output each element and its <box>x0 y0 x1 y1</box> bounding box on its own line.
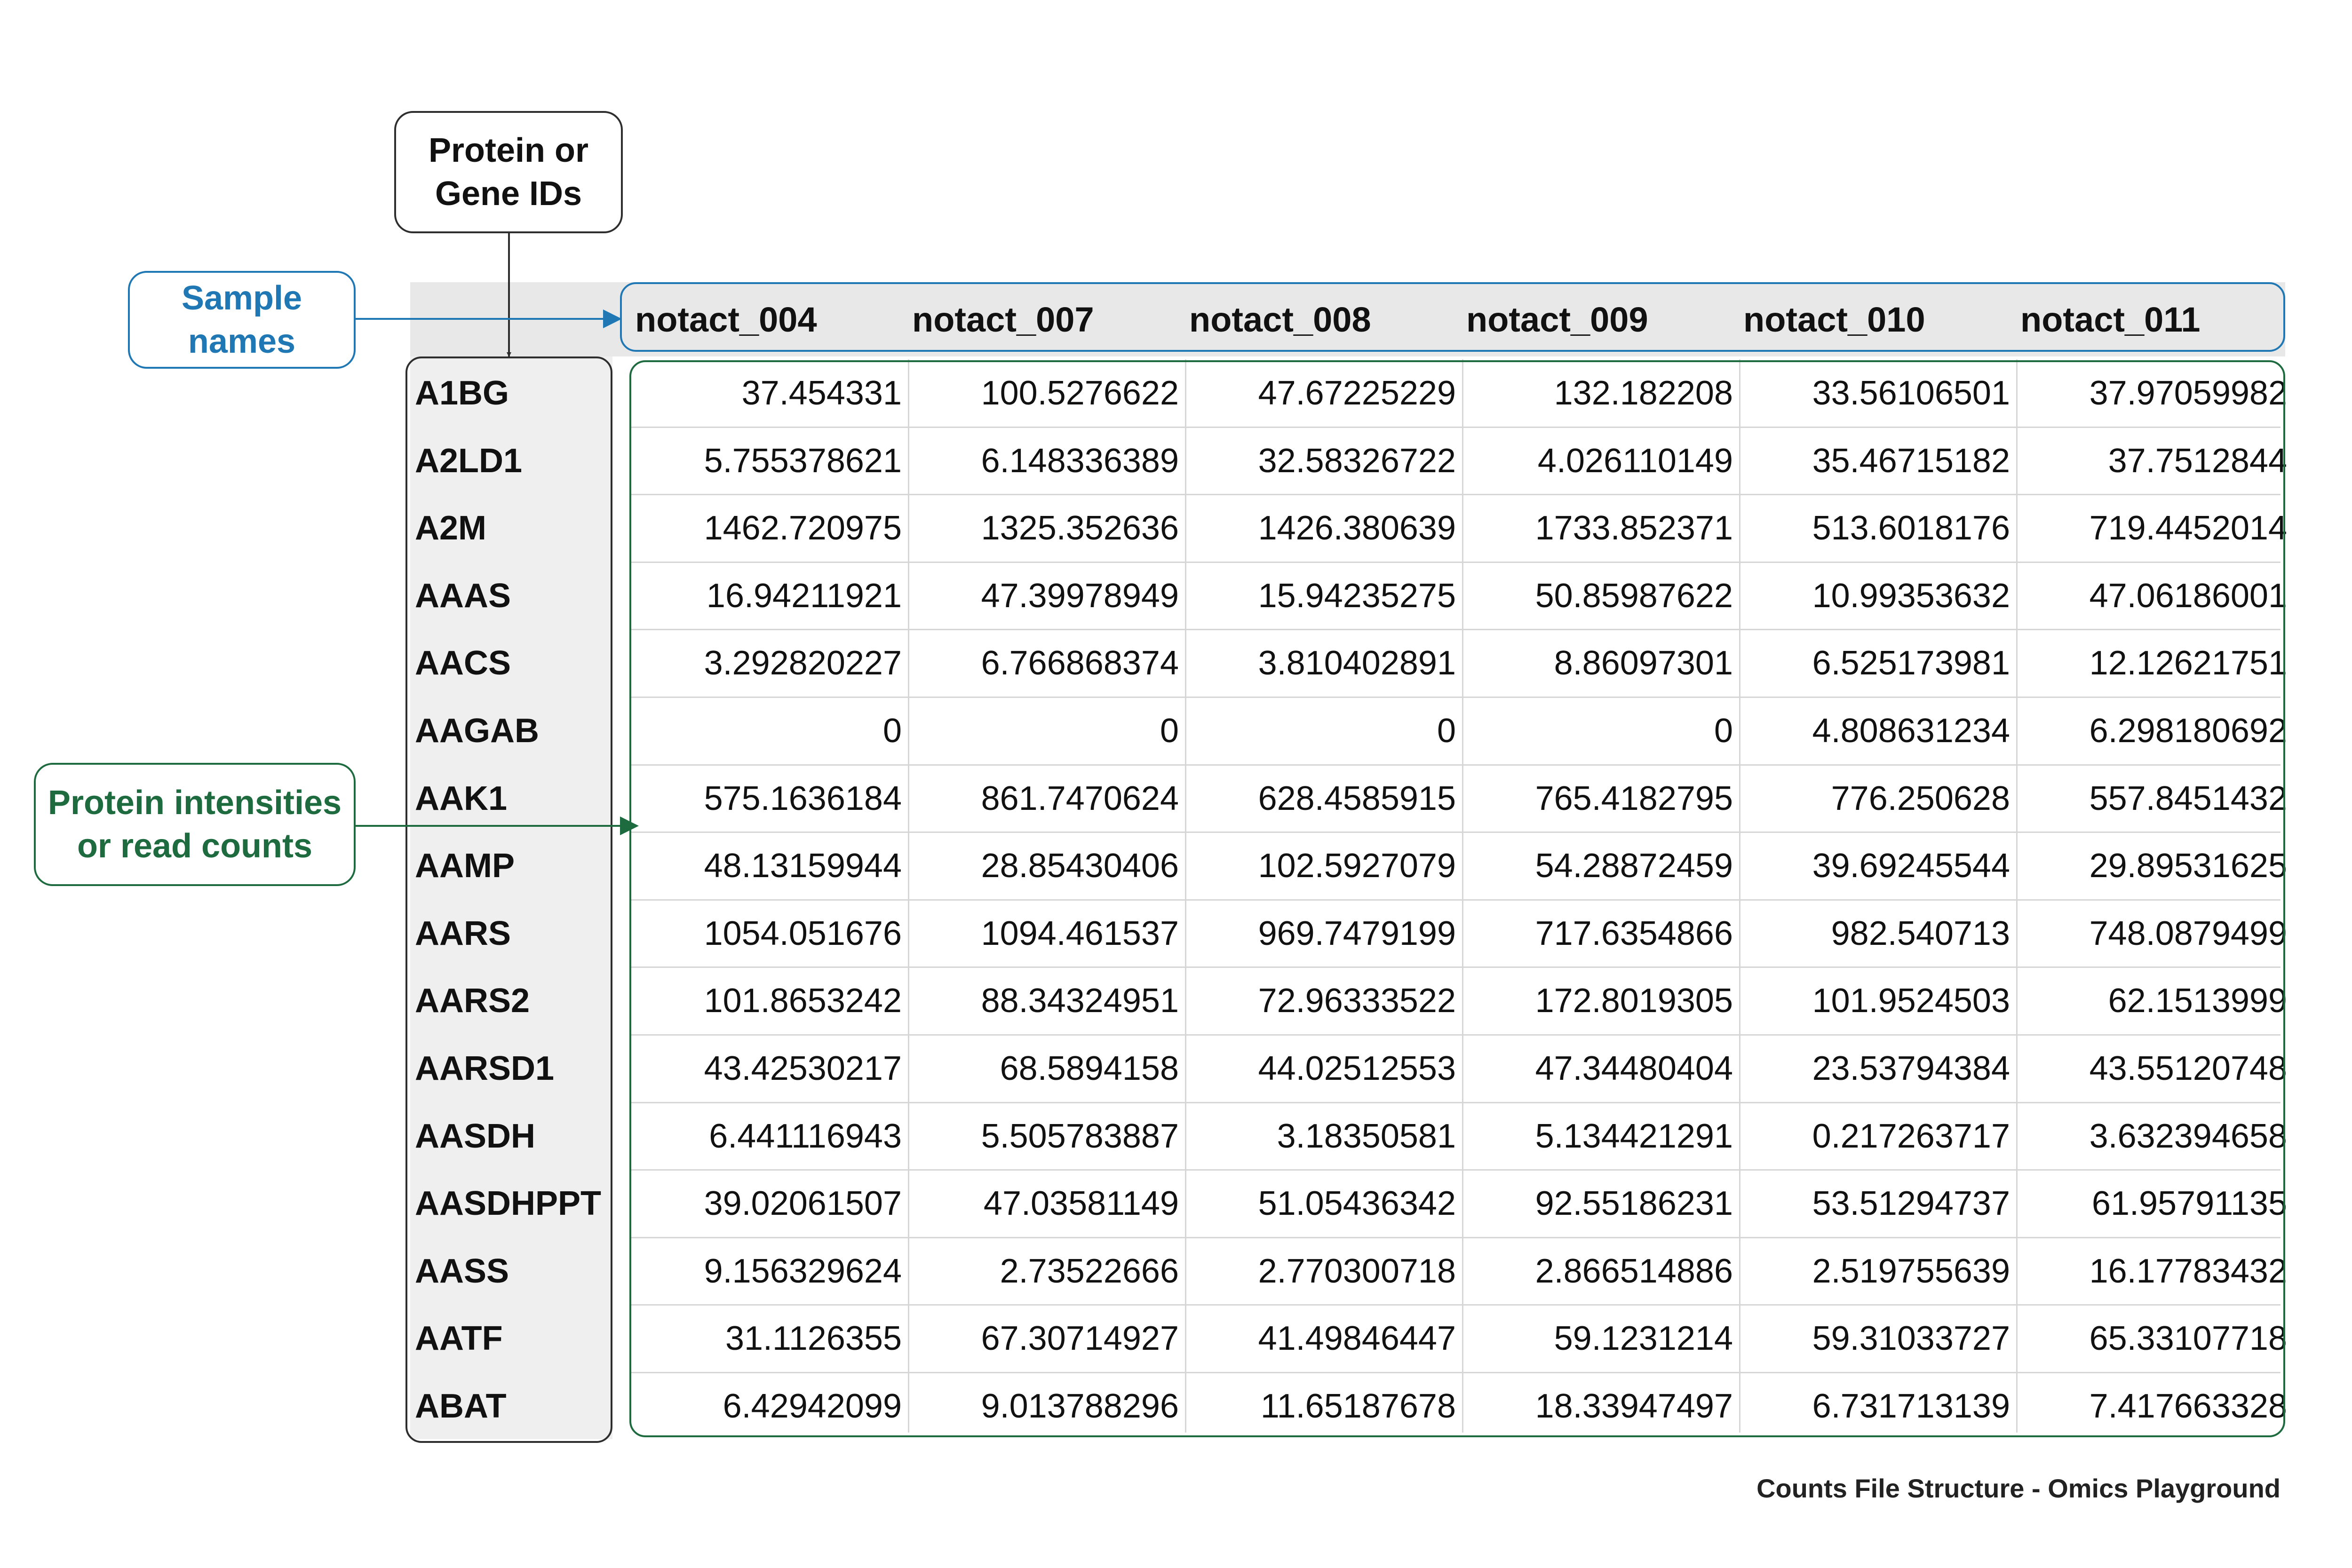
table-cell: 2.519755639 <box>1812 1252 2010 1290</box>
row-id: AAK1 <box>415 779 508 817</box>
table-cell: 72.96333522 <box>1258 982 1456 1020</box>
table-cell: 61.95791135 <box>2091 1185 2287 1223</box>
table-cell: 0 <box>1160 712 1179 750</box>
table-cell: 53.51294737 <box>1812 1185 2010 1223</box>
table-cell: 29.89531625 <box>2089 847 2287 885</box>
table-cell: 41.49846447 <box>1258 1320 1456 1358</box>
table-cell: 43.55120748 <box>2089 1050 2287 1087</box>
table-cell: 0 <box>1714 712 1733 750</box>
table-cell: 1325.352636 <box>981 509 1179 547</box>
table-cell: 0 <box>1437 712 1456 750</box>
table-cell: 5.134421291 <box>1535 1117 1733 1155</box>
row-id: AATF <box>415 1320 503 1358</box>
table-cell: 3.632394658 <box>2089 1117 2287 1155</box>
table-cell: 4.808631234 <box>1812 712 2010 750</box>
table-cell: 39.02061507 <box>704 1185 902 1223</box>
ids-callout-line2: Gene IDs <box>435 175 582 213</box>
row-id: A2M <box>415 509 487 547</box>
table-cell: 62.1513999 <box>2108 982 2287 1020</box>
table-cell: 37.97059982 <box>2089 374 2287 412</box>
table-cell: 44.02512553 <box>1258 1050 1456 1087</box>
table-cell: 47.34480404 <box>1535 1050 1733 1087</box>
row-id: A2LD1 <box>415 442 523 480</box>
table-cell: 5.755378621 <box>704 442 902 480</box>
row-id: AARSD1 <box>415 1050 555 1087</box>
table-cell: 513.6018176 <box>1812 509 2010 547</box>
table-cell: 2.73522666 <box>1000 1252 1179 1290</box>
table-cell: 1733.852371 <box>1535 509 1733 547</box>
table-cell: 68.5894158 <box>1000 1050 1179 1087</box>
table-cell: 557.8451432 <box>2089 779 2287 817</box>
table-cell: 67.30714927 <box>981 1320 1179 1358</box>
table-cell: 54.28872459 <box>1535 847 1733 885</box>
table-cell: 628.4585915 <box>1258 779 1456 817</box>
table-cell: 16.94211921 <box>706 577 902 615</box>
column-header: notact_008 <box>1189 300 1371 339</box>
table-cell: 9.156329624 <box>704 1252 902 1290</box>
table-cell: 18.33947497 <box>1535 1387 1733 1425</box>
samples-callout <box>128 271 356 369</box>
table-cell: 0 <box>882 712 902 750</box>
column-header: notact_009 <box>1466 300 1648 339</box>
row-id: AAMP <box>415 847 515 885</box>
table-cell: 6.766868374 <box>981 644 1179 682</box>
table-cell: 33.56106501 <box>1812 374 2010 412</box>
table-cell: 8.86097301 <box>1554 644 1733 682</box>
table-cell: 2.770300718 <box>1258 1252 1456 1290</box>
table-cell: 16.17783432 <box>2089 1252 2287 1290</box>
table-cell: 6.731713139 <box>1812 1387 2010 1425</box>
row-id: AACS <box>415 644 511 682</box>
table-cell: 15.94235275 <box>1258 577 1456 615</box>
table-cell: 776.250628 <box>1831 779 2010 817</box>
table-cell: 28.85430406 <box>981 847 1179 885</box>
table-cell: 47.03581149 <box>983 1185 1179 1223</box>
table-cell: 59.31033727 <box>1812 1320 2010 1358</box>
values-callout-line1: Protein intensities <box>48 784 342 822</box>
ids-callout <box>394 111 623 233</box>
row-id: AARS2 <box>415 982 530 1020</box>
table-cell: 43.42530217 <box>704 1050 902 1087</box>
row-id: AAAS <box>415 577 511 615</box>
row-id: AASS <box>415 1252 509 1290</box>
table-cell: 6.298180692 <box>2089 712 2287 750</box>
row-id: AAGAB <box>415 712 539 750</box>
table-cell: 101.8653242 <box>704 982 902 1020</box>
table-cell: 37.7512844 <box>2108 442 2287 480</box>
table-cell: 719.4452014 <box>2089 509 2287 547</box>
table-cell: 101.9524503 <box>1812 982 2010 1020</box>
column-header: notact_007 <box>912 300 1094 339</box>
table-cell: 2.866514886 <box>1535 1252 1733 1290</box>
table-cell: 47.39978949 <box>981 577 1179 615</box>
column-header: notact_011 <box>2020 300 2201 339</box>
values-callout <box>34 763 356 886</box>
table-cell: 575.1636184 <box>704 779 902 817</box>
table-cell: 51.05436342 <box>1258 1185 1456 1223</box>
table-cell: 861.7470624 <box>981 779 1179 817</box>
row-id: A1BG <box>415 374 509 412</box>
column-header: notact_010 <box>1743 300 1925 339</box>
table-cell: 1426.380639 <box>1258 509 1456 547</box>
table-cell: 6.42942099 <box>723 1387 902 1425</box>
figure-caption: Counts File Structure - Omics Playground <box>1756 1473 2280 1503</box>
table-cell: 132.182208 <box>1554 374 1733 412</box>
table-cell: 59.1231214 <box>1554 1320 1733 1358</box>
table-cell: 50.85987622 <box>1535 577 1733 615</box>
table-cell: 1054.051676 <box>704 914 902 952</box>
table-cell: 6.148336389 <box>981 442 1179 480</box>
table-cell: 717.6354866 <box>1535 914 1733 952</box>
table-cell: 969.7479199 <box>1258 914 1456 952</box>
table-cell: 765.4182795 <box>1535 779 1733 817</box>
row-id: AASDHPPT <box>415 1185 602 1223</box>
table-cell: 23.53794384 <box>1812 1050 2010 1087</box>
table-cell: 102.5927079 <box>1258 847 1456 885</box>
table-cell: 5.505783887 <box>981 1117 1179 1155</box>
table-cell: 47.67225229 <box>1258 374 1456 412</box>
row-id: ABAT <box>415 1387 507 1425</box>
table-cell: 35.46715182 <box>1812 442 2010 480</box>
table-cell: 37.454331 <box>741 374 902 412</box>
table-cell: 172.8019305 <box>1535 982 1733 1020</box>
table-cell: 1462.720975 <box>704 509 902 547</box>
table-cell: 6.525173981 <box>1812 644 2010 682</box>
table-cell: 3.18350581 <box>1277 1117 1456 1155</box>
table-cell: 4.026110149 <box>1537 442 1733 480</box>
table-cell: 0.217263717 <box>1812 1117 2010 1155</box>
row-id: AASDH <box>415 1117 536 1155</box>
samples-callout-line1: Sample <box>181 279 302 317</box>
table-cell: 88.34324951 <box>981 982 1179 1020</box>
table-cell: 100.5276622 <box>981 374 1179 412</box>
table-cell: 6.441116943 <box>709 1117 902 1155</box>
table-cell: 3.292820227 <box>704 644 902 682</box>
table-cell: 1094.461537 <box>981 914 1179 952</box>
values-callout-line2: or read counts <box>77 827 313 865</box>
table-cell: 47.06186001 <box>2089 577 2287 615</box>
table-cell: 12.12621751 <box>2089 644 2287 682</box>
table-cell: 65.33107718 <box>2089 1320 2287 1358</box>
table-cell: 748.0879499 <box>2089 914 2287 952</box>
table-cell: 31.1126355 <box>725 1320 902 1358</box>
table-cell: 982.540713 <box>1831 914 2010 952</box>
column-header: notact_004 <box>635 300 817 339</box>
samples-callout-line2: names <box>188 323 296 360</box>
table-cell: 10.99353632 <box>1812 577 2010 615</box>
table-cell: 32.58326722 <box>1258 442 1456 480</box>
table-cell: 3.810402891 <box>1258 644 1456 682</box>
row-id: AARS <box>415 914 511 952</box>
table-cell: 11.65187678 <box>1260 1387 1456 1425</box>
table-cell: 7.417663328 <box>2089 1387 2287 1425</box>
table-cell: 39.69245544 <box>1812 847 2010 885</box>
ids-callout-line1: Protein or <box>428 131 589 169</box>
table-cell: 9.013788296 <box>981 1387 1179 1425</box>
table-cell: 92.55186231 <box>1535 1185 1733 1223</box>
table-cell: 48.13159944 <box>704 847 902 885</box>
